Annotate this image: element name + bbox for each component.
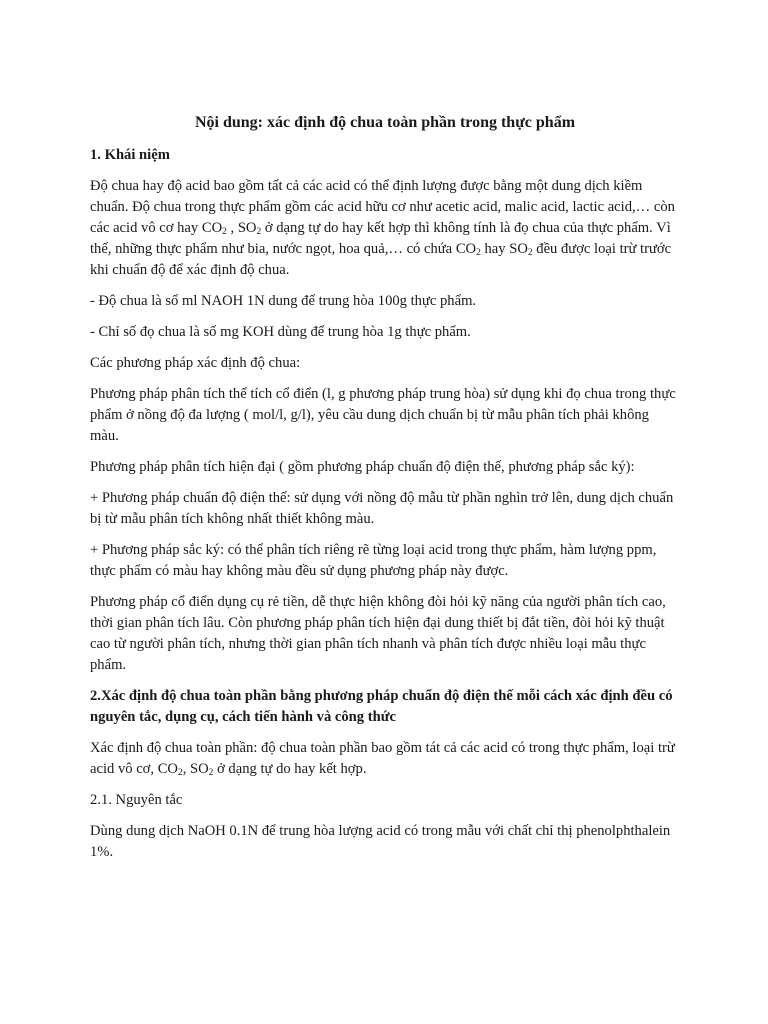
paragraph-classic-method: Phương pháp phân tích thể tích cổ điển (l, g phương pháp trung hòa) sử dụng khi đọ chua trong thực phẩm ở nồng độ đa lượng ( mol/l, g/l), yêu cầu dung dịch chuẩn bị từ mẫu phân tích phải không màu. (90, 386, 676, 444)
text-run: Độ chua hay độ acid bao gồm tất cả các acid có thể định lượng được bằng một dung dịch kiềm chuẩn. Độ chua trong thực phẩm gồm các acid hữu cơ như acetic acid, malic acid, lactic acid,… còn các acid vô cơ hay CO (90, 178, 675, 236)
text-run: , SO (226, 220, 257, 236)
paragraph-methods-intro: Các phương pháp xác định độ chua: (90, 355, 301, 371)
text-run: hay SO (480, 241, 528, 257)
text-run: , SO (182, 761, 209, 777)
subscript: 2 (256, 227, 262, 237)
paragraph-total-acidity (90, 738, 680, 780)
text-run: ở dạng tự do hay kết hợp. (213, 761, 367, 777)
paragraph-chromatography: + Phương pháp sắc ký: có thể phân tích riêng rẽ từng loại acid trong thực phẩm, hàm lượng ppm, thực phẩm có màu hay không màu đều sử dụng phương pháp này được. (90, 542, 657, 579)
paragraph-acidity-definition: - Độ chua là số ml NAOH 1N dung để trung hòa 100g thực phẩm. (90, 293, 477, 309)
paragraph-definition (90, 176, 680, 281)
section-1-heading: 1. Khái niệm (90, 147, 170, 163)
paragraph-potentiometric: + Phương pháp chuẩn độ điện thế: sử dụng với nồng độ mẫu từ phần nghìn trở lên, dung dịch chuẩn bị từ mẫu phân tích không nhất thiết không màu. (90, 490, 674, 527)
subsection-2-1-heading: 2.1. Nguyên tắc (90, 792, 183, 808)
text-run: ở dạng tự do hay kết hợp thì không tính là đọ chua của thực phẩm. Vì thế, những thực phẩm như bia, nước ngọt, hoa quả,… có chứa CO (90, 220, 671, 257)
subscript: 2 (476, 248, 481, 258)
section-2-heading: 2.Xác định độ chua toàn phần bằng phương pháp chuẩn độ điện thế mỗi cách xác định đều có nguyên tắc, dụng cụ, cách tiến hành và công thức (90, 688, 673, 725)
paragraph-principle: Dùng dung dịch NaOH 0.1N để trung hòa lượng acid có trong mẫu với chất chỉ thị phenolphthalein 1%. (90, 823, 671, 860)
paragraph-comparison: Phương pháp cổ điển dụng cụ rẻ tiền, dễ thực hiện không đòi hỏi kỹ năng của người phân tích cao, thời gian phân tích lâu. Còn phương pháp phân tích hiện đại dung thiết bị đắt tiền, đòi hỏi kỹ thuật cao từ người phân tích, nhưng thời gian phân tích nhanh và phân tích được nhiều loại mẫu thực phẩm. (90, 594, 666, 673)
paragraph-acidity-index: - Chỉ số đọ chua là số mg KOH dùng để trung hòa 1g thực phẩm. (90, 324, 471, 340)
paragraph-modern-method: Phương pháp phân tích hiện đại ( gồm phương pháp chuẩn độ điện thế, phương pháp sắc ký): (90, 459, 635, 475)
subscript: 2 (527, 248, 533, 258)
subscript: 2 (208, 768, 214, 778)
text-run: Xác định độ chua toàn phần: độ chua toàn phần bao gồm tát cả các acid có trong thực phẩm, loại trừ acid vô cơ, CO (90, 740, 675, 777)
subscript: 2 (222, 227, 227, 237)
text-run: đều được loại trừ trước khi chuẩn độ để xác định độ chua. (90, 241, 672, 278)
document-title: Nội dung: xác định độ chua toàn phần trong thực phẩm (194, 114, 576, 131)
document-page (90, 112, 680, 873)
subscript: 2 (177, 768, 183, 778)
